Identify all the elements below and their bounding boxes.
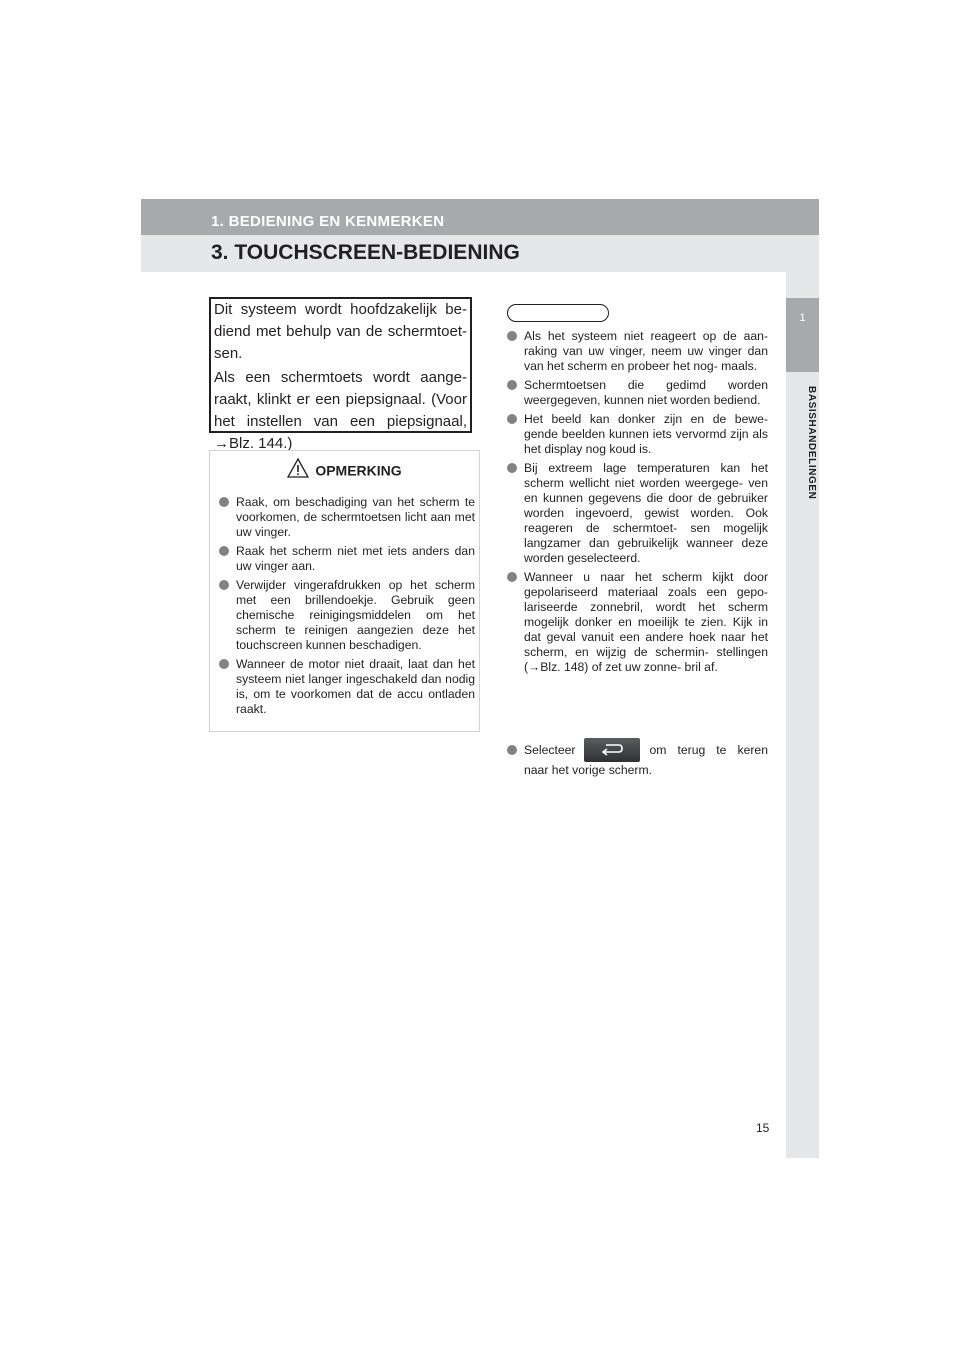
intro-box	[209, 297, 472, 452]
list-item: Wanneer u naar het scherm kijkt door gepolariseerd materiaal zoals een gepo- lariseerde zonnebril, wordt het scherm mogelijk donker en moeilijk te zien. Kijk in dat geval vanuit een andere hoek naar het scherm, en wijzig de schermin- stellingen (→Blz. 148) of zet uw zonne- bril af.	[506, 570, 768, 675]
bullet-icon	[507, 331, 517, 341]
list-item: Raak, om beschadiging van het scherm te voorkomen, de schermtoetsen licht aan met uw vinger.	[218, 495, 475, 540]
bullet-icon	[507, 572, 517, 582]
list-item: Raak het scherm niet met iets anders dan uw vinger aan.	[218, 544, 475, 574]
warning-list	[218, 495, 475, 721]
bullet-icon	[507, 745, 517, 755]
bullet-icon	[507, 463, 517, 473]
intro-paragraph: Dit systeem wordt hoofdzakelijk be- diend met behulp van de schermtoet- sen.	[214, 301, 467, 362]
chapter-name: BASISHANDELINGEN	[806, 386, 817, 500]
list-item: Bij extreem lage temperaturen kan het scherm wellicht niet worden weergege- ven en kunnen gegevens die door de gebruiker worden ingevoerd, gewist worden. Ook reageren de schermtoet- sen mogelijk langzamer dan gebruikelijk wanneer deze worden geselecteerd.	[506, 461, 768, 566]
page-number: 15	[756, 1121, 770, 1135]
select-row-continuation: naar het vorige scherm.	[524, 763, 653, 777]
bullet-icon	[507, 414, 517, 424]
list-item: Wanneer de motor niet draait, laat dan het systeem niet langer ingeschakeld dan nodig is, om te voorkomen dat de accu ontladen raakt.	[218, 657, 475, 717]
back-arrow-icon	[600, 743, 624, 757]
info-list	[506, 329, 768, 679]
section-label: 1. BEDIENING EN KENMERKEN	[211, 213, 445, 230]
chapter-tab	[786, 298, 819, 372]
select-back-instruction	[506, 737, 768, 778]
list-item: Het beeld kan donker zijn en de bewe- gende beelden kunnen iets vervormd zijn als het display nog koud is.	[506, 412, 768, 457]
select-row: Selecteer om terug te keren	[506, 737, 768, 763]
bullet-icon	[219, 546, 229, 556]
bullet-icon	[219, 580, 229, 590]
list-item: Als het systeem niet reageert op de aan- raking van uw vinger, neem uw vinger dan van het scherm en probeer het nog- maals.	[506, 329, 768, 374]
info-tag: INFORMATIE	[518, 306, 592, 320]
list-item: Schermtoetsen die gedimd worden weergegeven, kunnen niet worden bediend.	[506, 378, 768, 408]
select-row-tail: om terug te keren	[649, 742, 768, 757]
warning-title: OPMERKING	[315, 462, 402, 479]
list-item: Verwijder vingerafdrukken op het scherm met een brillendoekje. Gebruik geen chemische reinigingsmiddelen om het scherm te reinigen aangezien deze het touchscreen kunnen beschadigen.	[218, 578, 475, 653]
bullet-icon	[507, 380, 517, 390]
chapter-number: 1	[799, 312, 806, 324]
bullet-icon	[219, 497, 229, 507]
warning-header	[210, 458, 479, 483]
page-title: 3. TOUCHSCREEN-BEDIENING	[211, 241, 520, 264]
back-button-illustration	[584, 738, 640, 762]
bullet-icon	[219, 659, 229, 669]
intro-paragraph: Als een schermtoets wordt aange- raakt, klinkt er een piepsignaal. (Voor het instellen van een piepsignaal, →Blz. 144.)	[214, 369, 467, 452]
warning-triangle-icon	[287, 458, 309, 483]
warning-box	[209, 450, 480, 732]
